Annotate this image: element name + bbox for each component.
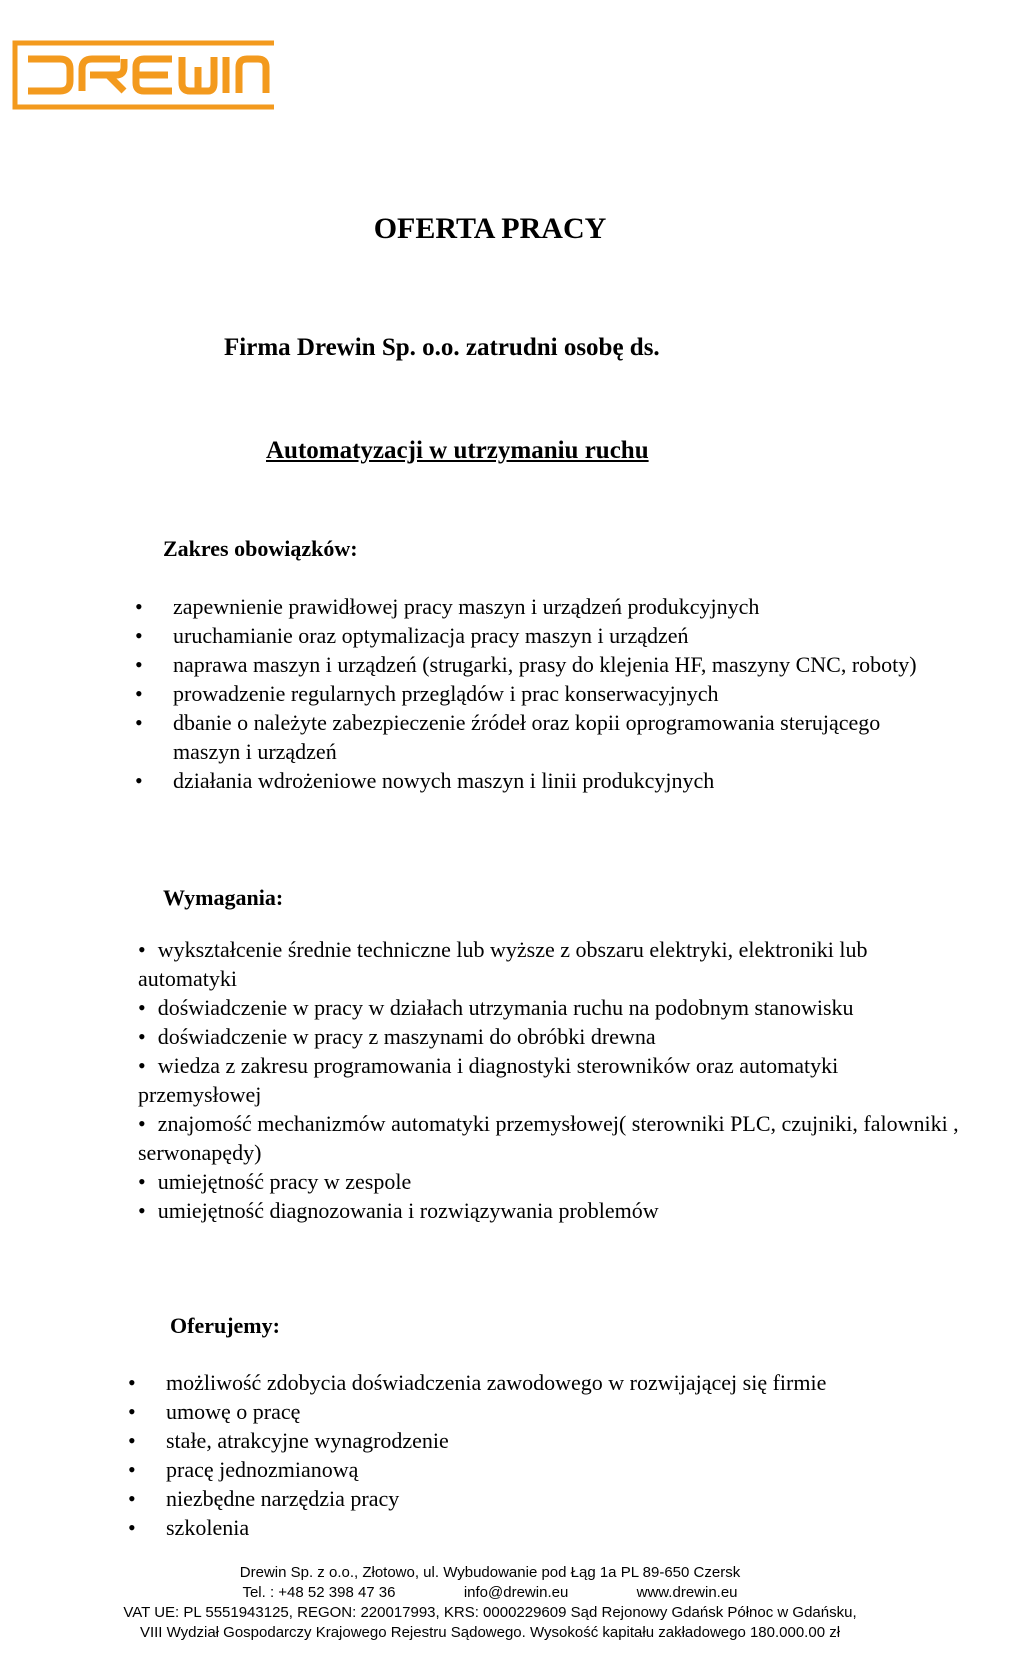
list-item: • uruchamianie oraz optymalizacja pracy maszyn i urządzeń [135, 623, 689, 648]
list-item: • znajomość mechanizmów automatyki przemysłowej( sterowniki PLC, czujniki, falowniki , serwonapędy) [138, 1111, 959, 1165]
bullet-icon: • [138, 1169, 146, 1194]
bullet-icon: • [128, 1428, 136, 1453]
footer-contact-row [0, 1583, 980, 1603]
list-item: • prowadzenie regularnych przeglądów i prac konserwacyjnych [135, 681, 719, 706]
bullet-icon: • [135, 652, 143, 677]
footer-legal-line-2: VIII Wydział Gospodarczy Krajowego Rejestru Sądowego. Wysokość kapitału zakładowego 180.000.00 zł [139, 1624, 841, 1641]
list-item: • doświadczenie w pracy w działach utrzymania ruchu na podobnym stanowisku [138, 995, 854, 1020]
requirements-list [138, 935, 988, 1225]
list-item: • możliwość zdobycia doświadczenia zawodowego w rozwijającej się firmie [128, 1370, 827, 1395]
duties-list [135, 592, 980, 795]
bullet-icon: • [128, 1399, 136, 1424]
footer-email-link[interactable]: info@drewin.eu [463, 1584, 569, 1601]
bullet-icon: • [128, 1486, 136, 1511]
list-item: • stałe, atrakcyjne wynagrodzenie [128, 1428, 449, 1453]
list-item: • wiedza z zakresu programowania i diagnostyki sterowników oraz automatyki przemysłowej [138, 1053, 839, 1107]
bullet-icon: • [128, 1370, 136, 1395]
position-title: Automatyzacji w utrzymaniu ruchu [266, 437, 649, 464]
job-offer-subtitle: Firma Drewin Sp. o.o. zatrudni osobę ds. [224, 334, 660, 361]
drewin-logo-icon [12, 40, 278, 110]
list-item: • wykształcenie średnie techniczne lub wyższe z obszaru elektryki, elektroniki lub automatyki [138, 937, 868, 991]
bullet-icon: • [128, 1457, 136, 1482]
list-item: • naprawa maszyn i urządzeń (strugarki, prasy do klejenia HF, maszyny CNC, roboty) [135, 652, 917, 677]
list-item: • umowę o pracę [128, 1399, 301, 1424]
bullet-icon: • [138, 1198, 146, 1223]
list-item: • umiejętność pracy w zespole [138, 1169, 412, 1194]
list-item: • działania wdrożeniowe nowych maszyn i linii produkcyjnych [135, 768, 715, 793]
list-item: • niezbędne narzędzia pracy [128, 1486, 400, 1511]
list-item: • doświadczenie w pracy z maszynami do obróbki drewna [138, 1024, 656, 1049]
bullet-icon: • [135, 768, 143, 793]
drewin-logo [12, 40, 278, 110]
company-footer [0, 1563, 980, 1643]
page-title: OFERTA PRACY [373, 212, 607, 245]
bullet-icon: • [135, 681, 143, 706]
offer-list [128, 1368, 988, 1542]
footer-website-link[interactable]: www.drewin.eu [636, 1584, 738, 1601]
duties-heading: Zakres obowiązków: [163, 536, 358, 561]
requirements-heading: Wymagania: [163, 885, 284, 910]
bullet-icon: • [138, 937, 146, 962]
bullet-icon: • [138, 1024, 146, 1049]
list-item: • szkolenia [128, 1515, 250, 1540]
footer-phone: Tel. : +48 52 398 47 36 [242, 1584, 396, 1601]
bullet-icon: • [135, 623, 143, 648]
list-item: • dbanie o należyte zabezpieczenie źródeł oraz kopii oprogramowania sterującego maszyn i urządzeń [135, 710, 881, 764]
bullet-icon: • [135, 710, 143, 735]
bullet-icon: • [135, 594, 143, 619]
bullet-icon: • [128, 1515, 136, 1540]
offer-heading: Oferujemy: [170, 1313, 280, 1338]
footer-legal-line-1: VAT UE: PL 5551943125, REGON: 220017993, KRS: 0000229609 Sąd Rejonowy Gdańsk Północ w Gdańsku, [123, 1604, 857, 1621]
list-item: • umiejętność diagnozowania i rozwiązywania problemów [138, 1198, 659, 1223]
bullet-icon: • [138, 995, 146, 1020]
bullet-icon: • [138, 1111, 146, 1136]
bullet-icon: • [138, 1053, 146, 1078]
list-item: • pracę jednozmianową [128, 1457, 359, 1482]
footer-address: Drewin Sp. z o.o., Złotowo, ul. Wybudowanie pod Łąg 1a PL 89-650 Czersk [239, 1564, 741, 1581]
list-item: • zapewnienie prawidłowej pracy maszyn i urządzeń produkcyjnych [135, 594, 760, 619]
